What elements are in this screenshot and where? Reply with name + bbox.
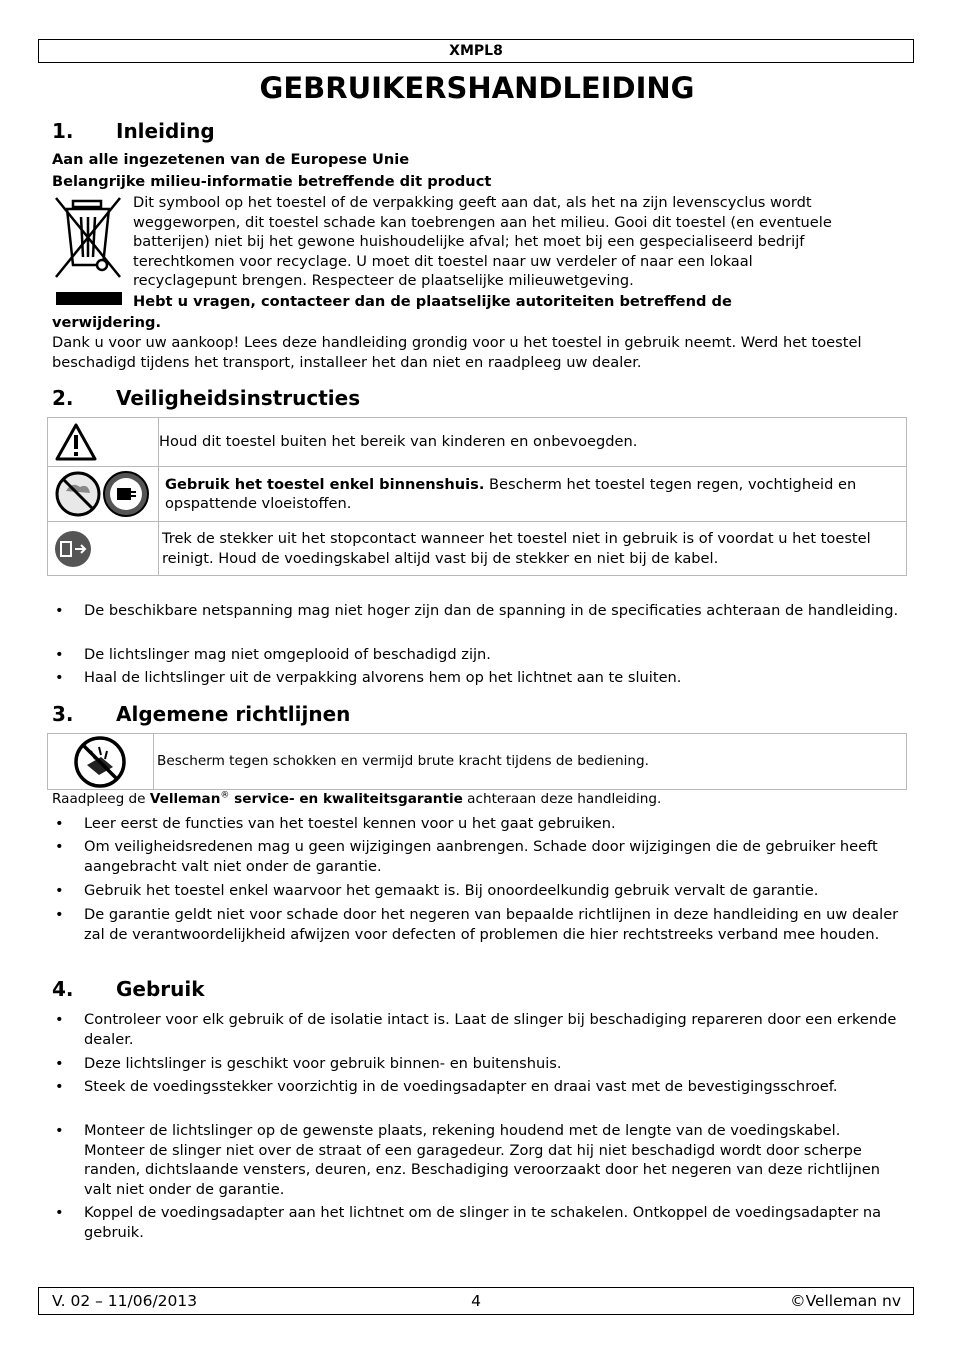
safety-row xyxy=(48,418,907,467)
guidelines-table xyxy=(47,733,907,790)
list-item: • Om veiligheidsredenen mag u geen wijzigingen aanbrengen. Schade door wijzigingen die de gebruiker heeft aangebracht valt niet onder de garantie. xyxy=(55,838,878,875)
safety-text xyxy=(159,467,907,522)
safety-row xyxy=(48,522,907,576)
list-item: • De lichtslinger mag niet omgeplooid of beschadigd zijn. xyxy=(55,646,491,663)
warning-triangle-icon xyxy=(54,422,98,462)
contact-info-line1: Hebt u vragen, contacteer dan de plaatselijke autoriteiten betreffend de xyxy=(133,293,732,310)
indoor-use-only-icon xyxy=(54,469,150,519)
env-line: recyclagepunt brengen. Respecteer de plaatselijke milieuwetgeving. xyxy=(133,272,634,289)
list-item: • Deze lichtslinger is geschikt voor gebruik binnen- en buitenshuis. xyxy=(55,1055,562,1072)
list-item: • Gebruik het toestel enkel waarvoor het gemaakt is. Bij onoordeelkundig gebruik vervalt de garantie. xyxy=(55,882,819,899)
weee-black-bar xyxy=(56,292,122,305)
guidelines-text: Bescherm tegen schokken en vermijd brute kracht tijdens de bediening. xyxy=(154,734,907,790)
env-line: terechtkomen voor recyclage. U moet dit toestel naar uw verdeler of naar een lokaal xyxy=(133,252,753,270)
env-line: batterijen) niet bij het gewone huishoudelijke afval; het moet bij een gespecialiseerd bedrijf xyxy=(133,233,805,250)
list-item: • De garantie geldt niet voor schade door het negeren van bepaalde richtlijnen in deze handleiding en uw dealer zal de verantwoordelijkheid afwijzen voor defecten of problemen die hier rechtstreeks verband mee houden. xyxy=(55,906,899,943)
section-4-heading: 4. Gebruik xyxy=(52,977,205,1001)
list-item: • Leer eerst de functies van het toestel kennen voor u het gaat gebruiken. xyxy=(55,815,616,832)
contact-info-line2: verwijdering. xyxy=(52,314,162,331)
section-1-sub1: Aan alle ingezetenen van de Europese Unie xyxy=(52,151,410,168)
safety-icon-cell xyxy=(48,418,159,467)
env-line: Dit symbool op het toestel of de verpakking geeft aan dat, als het na zijn levenscyclus wordt xyxy=(133,194,812,211)
safety-text-rest: Bescherm het toestel tegen regen, vochtigheid en opspattende vloeistoffen. xyxy=(165,475,857,512)
list-item: • De beschikbare netspanning mag niet hoger zijn dan de spanning in de specificaties achteraan de handleiding. xyxy=(55,602,899,619)
section-3-heading: 3. Algemene richtlijnen xyxy=(52,702,351,726)
copyright: ©Velleman nv xyxy=(790,1292,901,1310)
page-header xyxy=(38,39,914,63)
list-item: • Controleer voor elk gebruik of de isolatie intact is. Laat de slinger bij beschadiging repareren door een erkende dealer. xyxy=(55,1011,897,1048)
page-footer xyxy=(38,1287,914,1315)
section-2-heading: 2. Veiligheidsinstructies xyxy=(52,386,361,410)
guidelines-icon-cell xyxy=(48,734,154,790)
document-title: GEBRUIKERSHANDLEIDING xyxy=(259,71,695,105)
safety-row xyxy=(48,467,907,522)
guidelines-row xyxy=(48,734,907,790)
safety-icon-cell xyxy=(48,522,159,576)
safety-text: Trek de stekker uit het stopcontact wanneer het toestel niet in gebruik is of voordat u het toestel reinigt. Houd de voedingskabel altijd vast bij de stekker en niet bij de kabel. xyxy=(159,522,907,576)
list-item: • Monteer de lichtslinger op de gewenste plaats, rekening houdend met de lengte van de voedingskabel. Monteer de slinger niet over de straat of een garagedeur. Zorg dat hij niet beschadigd wordt door scherpe randen, dichtslaande vensters, deuren, enz. Beschadiging veroorzaakt door het negeren van deze richtlijnen valt niet onder de garantie. xyxy=(55,1122,880,1198)
section-1-sub2: Belangrijke milieu-informatie betreffende dit product xyxy=(52,173,492,190)
list-item: • Koppel de voedingsadapter aan het lichtnet om de slinger in te schakelen. Ontkoppel de voedingsadapter na gebruik. xyxy=(55,1204,882,1241)
environment-info xyxy=(133,193,913,291)
unplug-icon xyxy=(53,529,93,569)
version-date: V. 02 – 11/06/2013 xyxy=(52,1292,198,1310)
list-item: • Haal de lichtslinger uit de verpakking alvorens hem op het lichtnet aan te sluiten. xyxy=(55,669,682,686)
no-shock-icon xyxy=(73,735,127,789)
thanks-paragraph: Dank u voor uw aankoop! Lees deze handleiding grondig voor u het toestel in gebruik neemt. Werd het toestel beschadigd tijdens het transport, installeer het dan niet en raadpleeg uw dealer. xyxy=(52,334,862,371)
warranty-reference: Raadpleeg de Velleman® service- en kwaliteitsgarantie achteraan deze handleiding. xyxy=(52,790,662,807)
model-name: XMPL8 xyxy=(449,43,503,59)
safety-table xyxy=(47,417,907,576)
safety-text: Houd dit toestel buiten het bereik van kinderen en onbevoegden. xyxy=(159,418,907,467)
safety-icon-cell xyxy=(48,467,159,522)
section-1-heading: 1. Inleiding xyxy=(52,119,215,143)
env-line: weggeworpen, dit toestel schade kan toebrengen aan het milieu. Gooi dit toestel (en eventuele xyxy=(133,213,832,231)
safety-text-bold: Gebruik het toestel enkel binnenshuis. xyxy=(165,475,485,493)
weee-crossed-bin-icon xyxy=(53,195,123,281)
list-item: • Steek de voedingsstekker voorzichtig in de voedingsadapter en draai vast met de bevestigingsschroef. xyxy=(55,1078,838,1095)
page-number: 4 xyxy=(471,1292,481,1310)
